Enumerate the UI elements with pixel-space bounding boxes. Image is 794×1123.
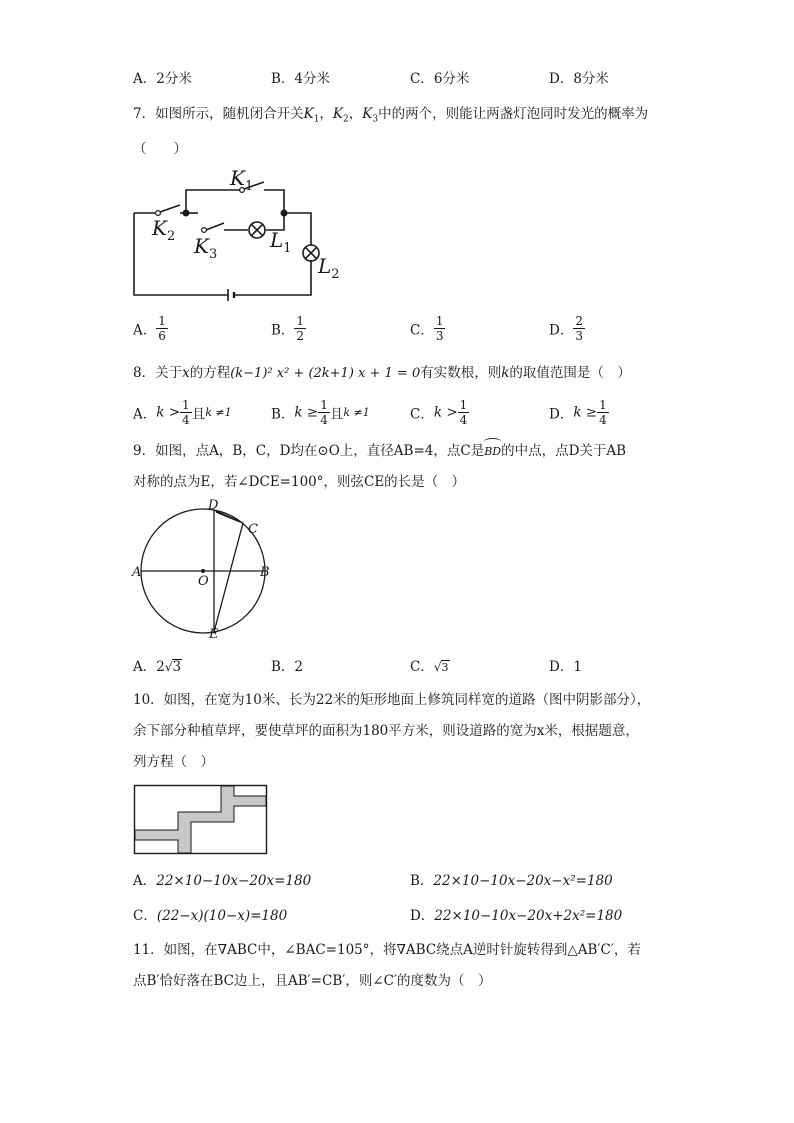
q10-option-b: B．22×10−10x−20x−x²=180 <box>410 873 613 889</box>
q7-sep1: ， <box>319 106 333 122</box>
q7-option-d: D． $\frac{2}{3}$ <box>549 314 583 343</box>
label-c: C <box>248 522 258 537</box>
q10-stem-line1: 10．如图，在宽为10米、长为22米的矩形地面上修筑同样宽的道路（图中阴影部分）， <box>133 692 651 708</box>
q6-option-d <box>549 67 609 87</box>
q10-stem-line3: 列方程（ ） <box>133 754 214 770</box>
label-k2: $K_2$ <box>152 216 176 244</box>
label-l2: $L_2$ <box>318 254 340 282</box>
q8-stem: 8．关于x的方程(k−1)² x² + (2k+1) x + 1 = 0有实数根，则k的取值范围是（ ） <box>133 365 631 381</box>
q7-stem-suffix: 中的两个，则能让两盏灯泡同时发光的概率为 <box>378 106 649 122</box>
q7-option-c: C． $\frac{1}{3}$ <box>410 314 444 343</box>
option-letter: D． <box>549 71 574 87</box>
option-letter: B． <box>271 71 295 87</box>
q10-option-c: C．(22−x)(10−x)=180 <box>133 908 288 924</box>
q7-k2-sub: 2 <box>343 114 349 125</box>
q10-option-a: A．22×10−10x−20x=180 <box>133 873 312 889</box>
road-diagram <box>133 784 269 856</box>
q8-option-c: C．k > $\frac{1}{4}$ <box>410 398 468 427</box>
option-text: 6分米 <box>433 71 470 87</box>
q10-stem-line2: 余下部分种植草坪，要使草坪的面积为180平方米，则设道路的宽为x米，根据题意， <box>133 723 639 739</box>
label-l1: $L_1$ <box>270 228 292 256</box>
q7-k3-sub: 3 <box>372 114 379 125</box>
q11-stem-line1: 11．如图，在∇ABC中，∠BAC=105°，将∇ABC绕点A逆时针旋转得到△AB′C′，若 <box>133 942 641 958</box>
option-text: 8分米 <box>573 71 609 87</box>
q6-option-c <box>410 67 469 87</box>
q6-option-b <box>271 67 330 87</box>
option-letter: C． <box>410 71 434 87</box>
label-d: D <box>208 498 219 513</box>
q7-blank: （ ） <box>133 141 187 157</box>
q11-stem-line2: 点B′恰好落在BC边上，且AB′=CB′，则∠C′的度数为（ ） <box>133 973 492 989</box>
label-a: A <box>132 565 142 580</box>
option-letter: A． <box>133 71 157 87</box>
label-k1: $K_1$ <box>230 166 254 194</box>
circle-diagram <box>128 496 278 641</box>
q7-option-b: B． $\frac{1}{2}$ <box>271 314 305 343</box>
q8-option-d: D．k ≥ $\frac{1}{4}$ <box>549 398 607 427</box>
q7-k1: K <box>303 106 314 122</box>
q7-stem <box>133 104 648 130</box>
q9-stem-line1: 9．如图，点A，B，C，D均在⊙O上，直径AB=4，点C是 BD的中点，点D关于AB <box>133 441 626 462</box>
label-b: B <box>260 565 270 580</box>
q7-option-a: A． $\frac{1}{6}$ <box>133 314 166 343</box>
arc-bd: BD <box>484 442 501 462</box>
q8-option-b: B．k ≥ $\frac{1}{4}$ 且k ≠1 <box>271 398 370 427</box>
label-k3: $K_3$ <box>194 234 218 262</box>
q7-sep2: ， <box>348 106 363 122</box>
q9-stem-line2: 对称的点为E，若∠DCE=100°，则弦CE的长是（ ） <box>133 474 466 490</box>
q10-option-d: D．22×10−10x−20x+2x²=180 <box>410 908 623 924</box>
q7-stem-prefix: 7．如图所示，随机闭合开关 <box>133 106 304 122</box>
option-text: 2分米 <box>156 71 192 87</box>
label-e: E <box>209 627 219 641</box>
circuit-diagram <box>128 165 348 305</box>
q6-option-a <box>133 67 192 87</box>
q9-option-a: A．2√3 <box>133 659 182 675</box>
q9-option-d: D．1 <box>549 659 582 675</box>
q7-k2: K <box>332 106 344 122</box>
q9-option-b: B．2 <box>271 659 304 675</box>
option-text: 4分米 <box>294 71 331 87</box>
q7-k3: K <box>362 106 373 122</box>
q8-equation: (k−1)² x² + (2k+1) x + 1 = 0 <box>230 366 421 381</box>
q8-option-a: A．k > $\frac{1}{4}$ 且k ≠1 <box>133 398 232 427</box>
q7-k1-sub: 1 <box>313 114 320 125</box>
q9-option-c: C．√3 <box>410 659 449 675</box>
label-o: O <box>198 574 209 589</box>
